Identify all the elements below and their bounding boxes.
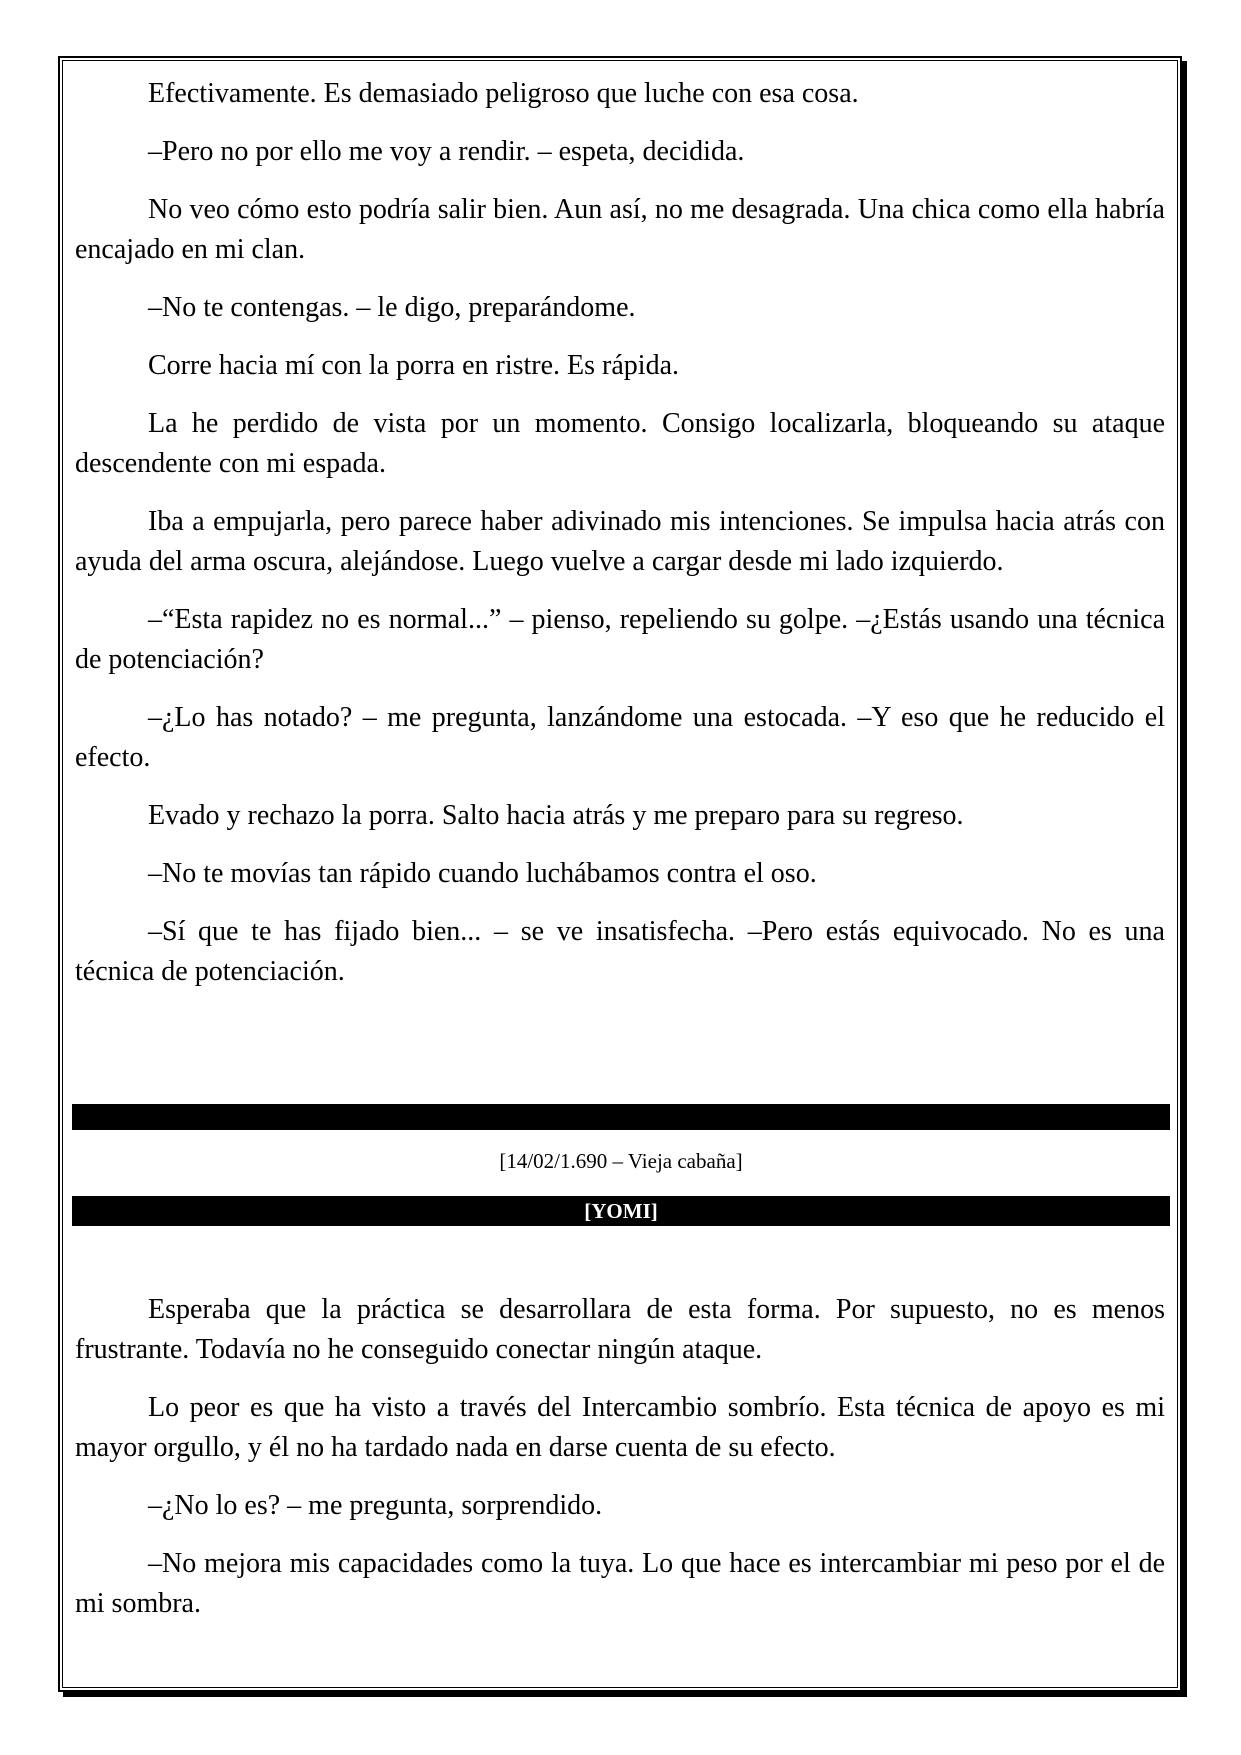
section-2-text [75,1290,1165,1642]
paragraph: Esperaba que la práctica se desarrollara de esta forma. Por supuesto, no es menos frustrante. Todavía no he conseguido conectar ningún ataque. [75,1294,1165,1365]
section-1-text [75,74,1165,1010]
paragraph: –“Esta rapidez no es normal...” – pienso, repeliendo su golpe. –¿Estás usando una técnica de potenciación? [75,604,1165,675]
scene-date-location: [14/02/1.690 – Vieja cabaña] [499,1149,743,1173]
paragraph: –¿Lo has notado? – me pregunta, lanzándome una estocada. –Y eso que he reducido el efecto. [75,702,1165,773]
paragraph: Lo peor es que ha visto a través del Intercambio sombrío. Esta técnica de apoyo es mi mayor orgullo, y él no ha tardado nada en darse cuenta de su efecto. [75,1392,1165,1463]
paragraph: –No mejora mis capacidades como la tuya. Lo que hace es intercambiar mi peso por el de mi sombra. [75,1548,1165,1619]
paragraph: No veo cómo esto podría salir bien. Aun así, no me desagrada. Una chica como ella habría encajado en mi clan. [75,194,1165,265]
paragraph: Evado y rechazo la porra. Salto hacia atrás y me preparo para su regreso. [148,800,964,831]
paragraph: –No te movías tan rápido cuando luchábamos contra el oso. [148,858,817,889]
paragraph: –¿No lo es? – me pregunta, sorprendido. [148,1490,603,1521]
paragraph: –Pero no por ello me voy a rendir. – espeta, decidida. [148,136,745,167]
paragraph: –Sí que te has fijado bien... – se ve insatisfecha. –Pero estás equivocado. No es una técnica de potenciación. [75,916,1165,987]
narrator-banner: [YOMI] [72,1196,1170,1226]
scene-divider-bar [72,1104,1170,1130]
paragraph: –No te contengas. – le digo, preparándome. [148,292,636,323]
paragraph: Efectivamente. Es demasiado peligroso que luche con esa cosa. [148,78,859,109]
paragraph: La he perdido de vista por un momento. Consigo localizarla, bloqueando su ataque descendente con mi espada. [75,408,1165,479]
paragraph: Iba a empujarla, pero parece haber adivinado mis intenciones. Se impulsa hacia atrás con ayuda del arma oscura, alejándose. Luego vuelve a cargar desde mi lado izquierdo. [75,506,1165,577]
paragraph: Corre hacia mí con la porra en ristre. Es rápida. [148,350,680,381]
